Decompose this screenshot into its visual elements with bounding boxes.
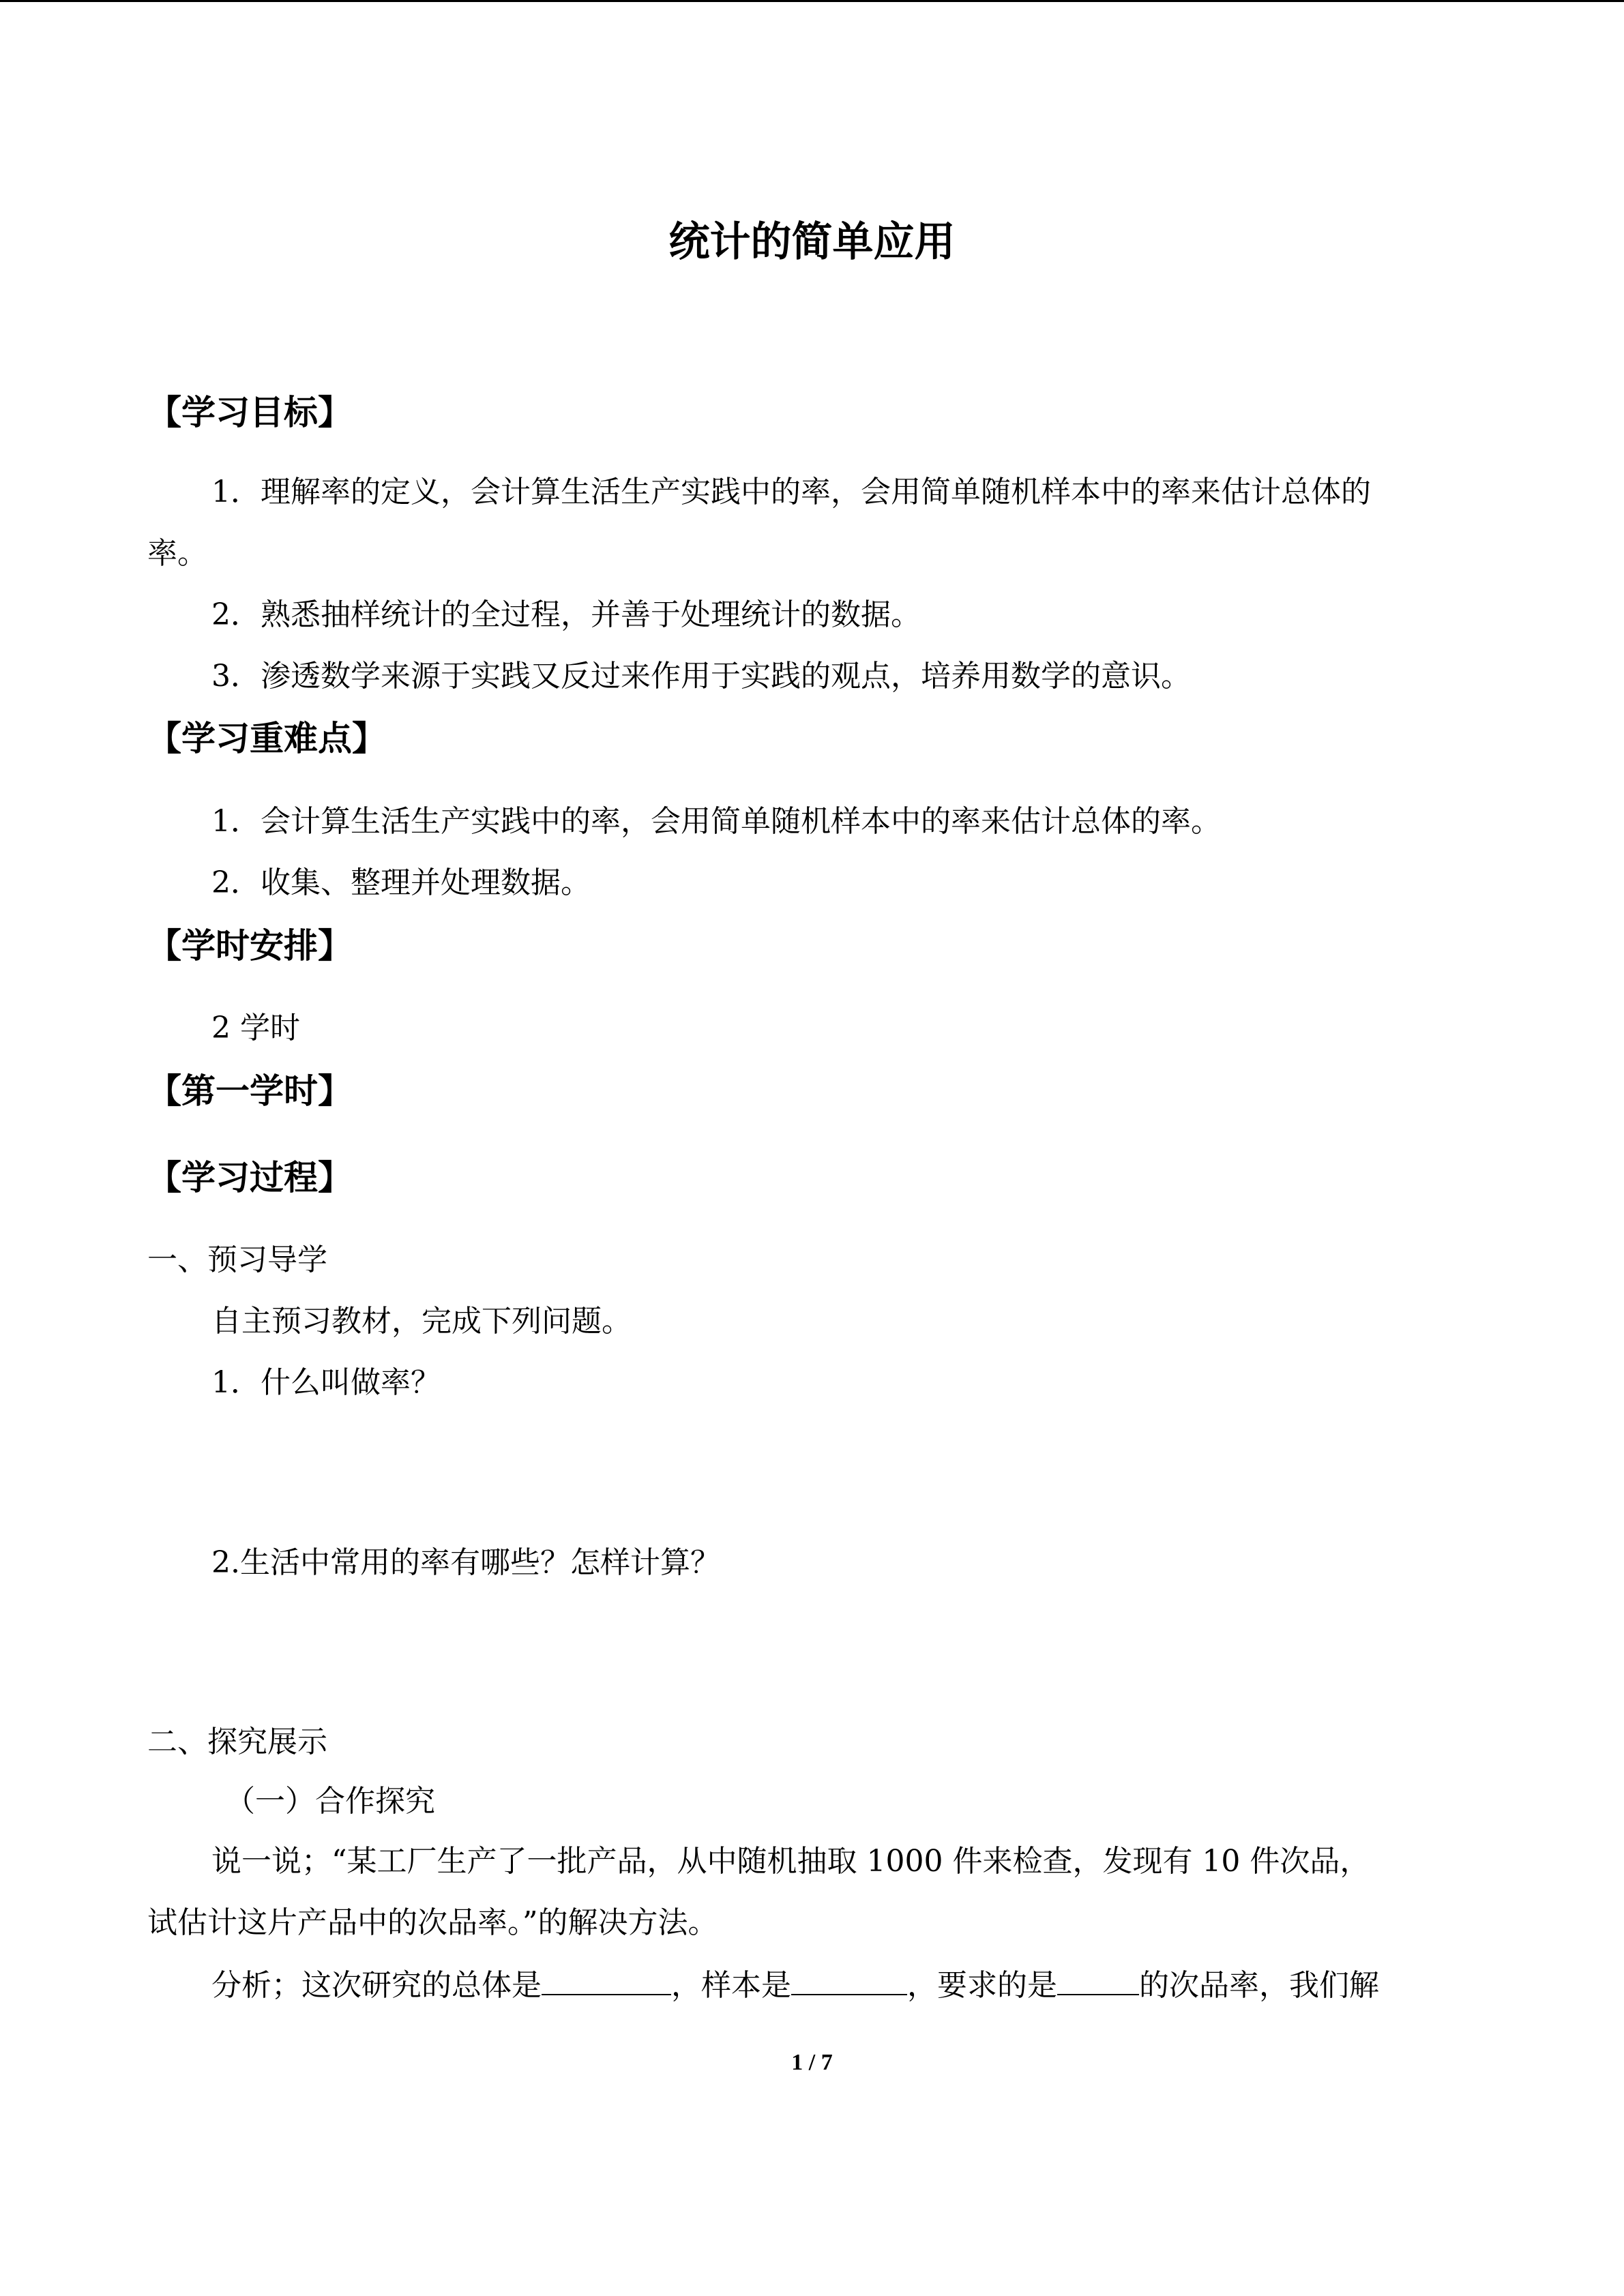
objective-item-1-line-2: 率。: [147, 536, 207, 571]
part-1-intro: 自主预习教材，完成下列问题。: [211, 1304, 632, 1339]
part-2-title: 二、探究展示: [147, 1725, 327, 1759]
analysis-text-3: ，要求的是: [907, 1968, 1057, 2003]
objective-item-1-line-1: 1．理解率的定义，会计算生活生产实践中的率，会用简单随机样本中的率来估计总体的: [211, 475, 1371, 509]
question-2: 2.生活中常用的率有哪些？怎样计算？: [211, 1545, 720, 1580]
schedule-value: 2 学时: [211, 1011, 300, 1045]
analysis-text-2: ，样本是: [671, 1968, 791, 2003]
page-number: 1 / 7: [791, 2050, 833, 2075]
blank-sample[interactable]: [791, 1964, 907, 1995]
document-title: 统计的简单应用: [668, 218, 956, 266]
subpart-1-title: （一）合作探究: [225, 1784, 435, 1819]
heading-schedule: 【学时安排】: [147, 926, 352, 966]
analysis-line: [211, 1964, 1379, 2006]
blank-target[interactable]: [1057, 1964, 1139, 1995]
question-1: 1．什么叫做率？: [211, 1365, 441, 1400]
part-1-title: 一、预习导学: [147, 1242, 327, 1277]
key-point-item-2: 2．收集、整理并处理数据。: [211, 865, 591, 900]
top-border-line: [0, 0, 1624, 2]
analysis-text-4: 的次品率，我们解: [1139, 1968, 1379, 2003]
discussion-line-1: 说一说；“某工厂生产了一批产品，从中随机抽取 1000 件来检查，发现有 10 件次品，: [211, 1844, 1370, 1879]
objective-item-3: 3．渗透数学来源于实践又反过来作用于实践的观点，培养用数学的意识。: [211, 659, 1191, 694]
analysis-text-1: 分析；这次研究的总体是: [211, 1968, 542, 2003]
heading-first-period: 【第一学时】: [147, 1071, 352, 1111]
heading-key-difficulties: 【学习重难点】: [147, 719, 386, 758]
objective-item-2: 2．熟悉抽样统计的全过程，并善于处理统计的数据。: [211, 597, 921, 632]
blank-population[interactable]: [542, 1964, 671, 1995]
discussion-line-2: 试估计这片产品中的次品率。”的解决方法。: [147, 1905, 718, 1940]
heading-learning-process: 【学习过程】: [147, 1158, 352, 1197]
key-point-item-1: 1．会计算生活生产实践中的率，会用简单随机样本中的率来估计总体的率。: [211, 804, 1221, 839]
heading-learning-objectives: 【学习目标】: [147, 393, 352, 432]
